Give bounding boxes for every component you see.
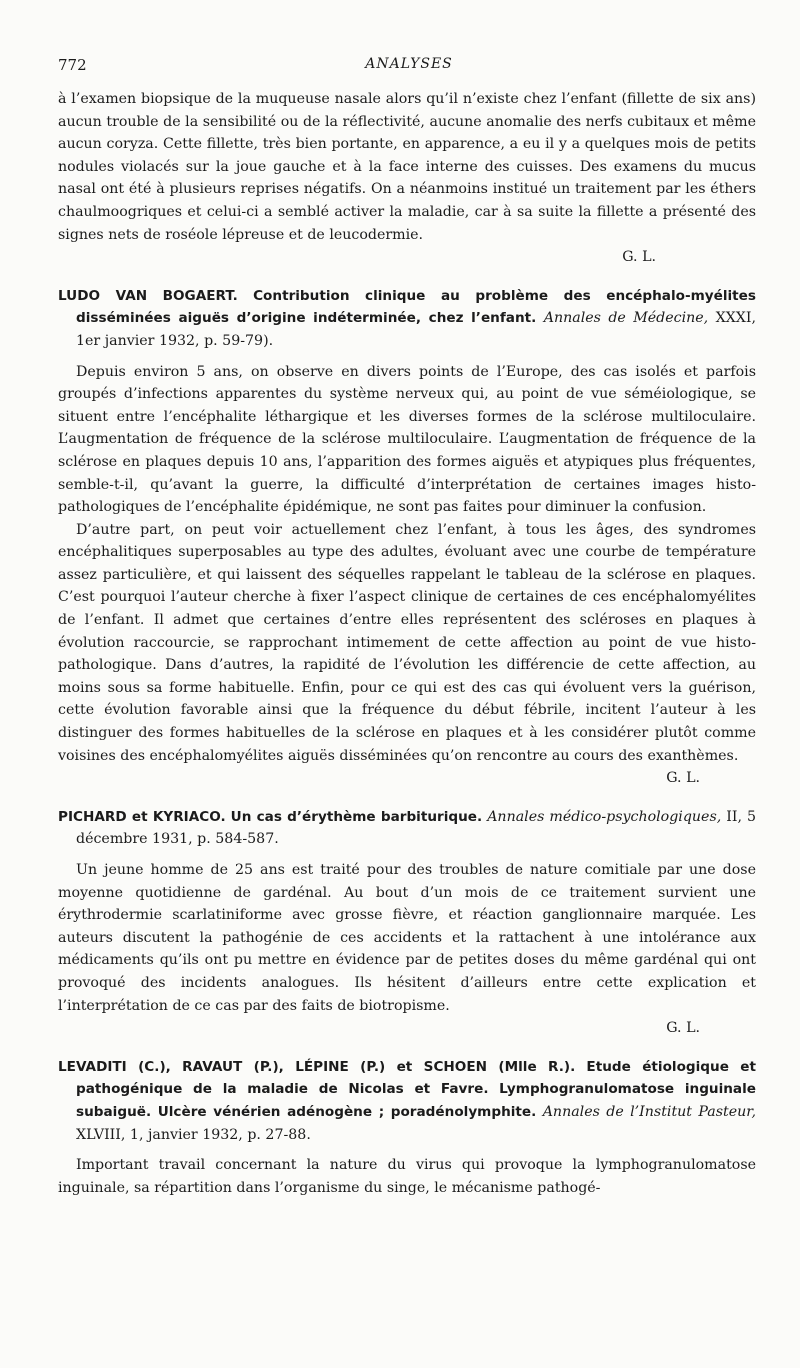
article2-paragraph: Un jeune homme de 25 ans est traité pour des troubles de nature comitiale par une dose moyenne quotidienne de gardénal. Au bout d’un mois de ce traitement survient une érythrodermie scarlatiniforme avec grosse fièvre, et réaction ganglionnaire marquée. Les auteurs discutent la pathogénie de ces accidents et la rattachent à une intolérance aux médicaments qu’ils ont pu mettre en évidence par de petites doses du même gardénal qui ont provoqué des incidents analogues. Ils hésitent d’ailleurs entre cette explication et l’interprétation de ce cas par des faits de biotropisme. <box>58 862 756 1014</box>
article2-signature: G. L. <box>666 1020 700 1037</box>
article1-title: Contribution clinique au problème des encéphalo-myélites disséminées aiguës d’origine indéterminée, chez l’enfant. <box>76 287 756 327</box>
continuation-signature: G. L. <box>622 249 656 266</box>
page-content <box>58 88 756 1199</box>
article1-citation: XXXI, 1er janvier 1932, p. 59-79). <box>76 310 756 349</box>
article3-citation: XLVIII, 1, janvier 1932, p. 27-88. <box>76 1126 311 1143</box>
continuation-paragraph: à l’examen biopsique de la muqueuse nasale alors qu’il n’existe chez l’enfant (fillette de six ans) aucun trouble de la sensibilité ou de la réflectivité, aucune anomalie des nerfs cubitaux et même aucun coryza. Cette fillette, très bien portante, en apparence, a eu il y a quelques mois de petits nodules violacés sur la joue gauche et à la face interne des cuisses. Des examens du mucus nasal ont été à plusieurs reprises négatifs. On a néanmoins institué un traitement par les éthers chaulmoogriques et celui-ci a semblé activer la maladie, car à sa suite la fillette a présenté des signes nets de roséole lépreuse et de leucodermie. <box>58 91 756 243</box>
running-head <box>58 56 760 82</box>
article3-title: Etude étiologique et pathogénique de la maladie de Nicolas et Favre. Lymphogranulomatose inguinale subaiguë. Ulcère vénérien adénogène ; poradénolymphite. <box>76 1058 756 1120</box>
running-title: ANALYSES <box>365 56 453 72</box>
article3-authors: LEVADITI (C.), RAVAUT (P.), LÉPINE (P.) et SCHOEN (Mlle R.). <box>58 1058 576 1075</box>
article2-authors: PICHARD et KYRIACO. <box>58 808 226 825</box>
article1-authors: LUDO VAN BOGAERT. <box>58 287 238 304</box>
article1-signature: G. L. <box>666 770 700 787</box>
article1-paragraph: D’autre part, on peut voir actuellement chez l’enfant, à tous les âges, des syndromes encéphalitiques superposables au type des adultes, évoluant avec une courbe de température assez particulière, et qui laissent des séquelles rappelant le tableau de la sclérose en plaques. C’est pourquoi l’auteur cherche à fixer l’aspect clinique de certaines de ces encéphalomyélites de l’enfant. Il admet que certaines d’entre elles représentent des scléroses en plaques à évolution raccourcie, se rapprochant intimement de cette affection au point de vue histo-pathologique. Dans d’autres, la rapidité de l’évolution les différencie de cette affection, au moins sous sa forme habituelle. Enfin, pour ce qui est des cas qui évoluent vers la guérison, cette évolution favorable ainsi que la fréquence du début fébrile, incitent l’auteur à les distinguer des formes habituelles de la sclérose en plaques et à les considérer plutôt comme voisines des encéphalomyélites aiguës disséminées qu’on rencontre au cours des exanthèmes. <box>58 521 756 764</box>
article2-journal: Annales médico-psychologiques, <box>487 808 722 825</box>
article2-title: Un cas d’érythème barbiturique. <box>230 808 483 825</box>
article1-heading <box>58 285 756 353</box>
article3-heading <box>58 1056 756 1146</box>
article2-heading <box>58 806 756 851</box>
article1-journal: Annales de Médecine, <box>543 310 709 327</box>
article1-paragraph: Depuis environ 5 ans, on observe en divers points de l’Europe, des cas isolés et parfois groupés d’infections apparentes du système nerveux qui, au point de vue séméiologique, se situent entre l’encéphalite léthargique et les diverses formes de la sclérose multiloculaire. L’augmentation de fréquence de la sclérose multiloculaire. L’augmentation de fréquence de la sclérose en plaques depuis 10 ans, l’apparition des formes aiguës et atypiques plus fréquentes, semble-t-il, qu’avant la guerre, la difficulté d’interprétation de certaines images histo-pathologiques de l’encéphalite épidémique, ne sont pas faites pour diminuer la confusion. <box>58 363 756 516</box>
article3-journal: Annales de l’Institut Pasteur, <box>542 1103 756 1120</box>
page-number: 772 <box>58 56 87 74</box>
article2-citation: II, 5 décembre 1931, p. 584-587. <box>76 808 757 848</box>
article3-paragraph: Important travail concernant la nature du virus qui provoque la lymphogranulomatose inguinale, sa répartition dans l’organisme du singe, le mécanisme pathogé- <box>58 1157 756 1196</box>
